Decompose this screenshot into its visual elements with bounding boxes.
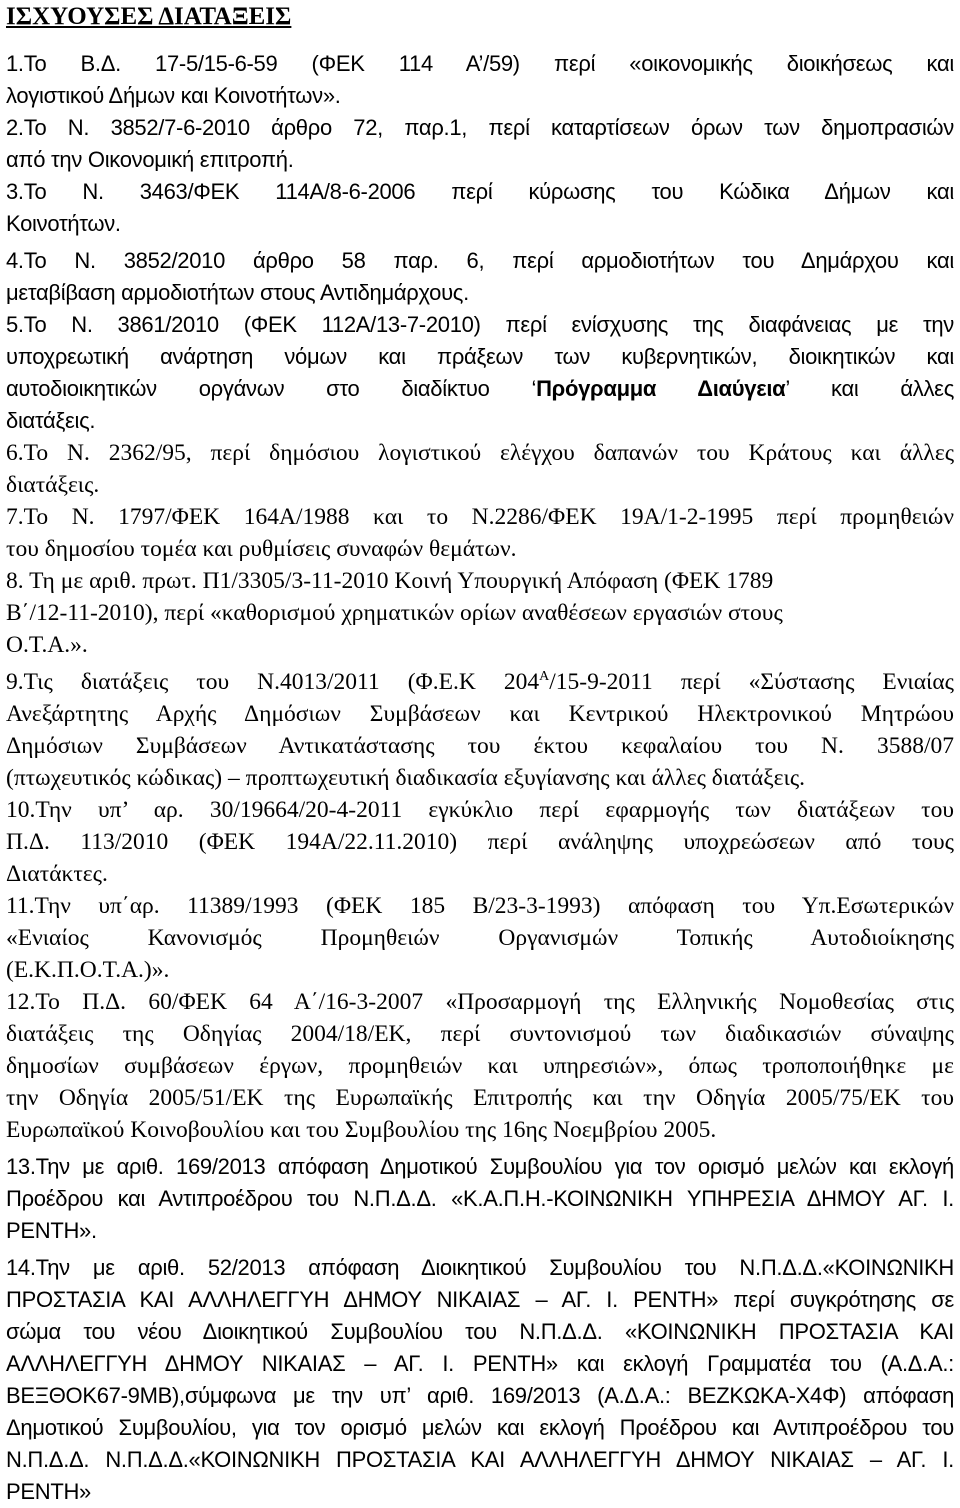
text-line: Ο.Τ.Α.». <box>6 632 88 658</box>
text-line: 2.Το Ν. 3852/7-6-2010 άρθρο 72, παρ.1, περί καταρτίσεων όρων των δημοπρασιών <box>6 115 954 140</box>
text-line: 3.Το Ν. 3463/ΦΕΚ 114Α/8-6-2006 περί κύρωσης του Κώδικα Δήμων και <box>6 179 954 204</box>
text-line: Δημόσιων Συμβάσεων Αντικατάστασης του έκτου κεφαλαίου του Ν. 3588/07 <box>6 733 954 759</box>
text-line <box>6 666 954 698</box>
text-line: ΑΛΛΗΛΕΓΓΥΗ ΔΗΜΟΥ ΝΙΚΑΙΑΣ – ΑΓ. Ι. ΡΕΝΤΗ» και εκλογή Γραμματέα του (Α.Δ.Α.: <box>6 1351 954 1376</box>
text-line: 8. Τη με αριθ. πρωτ. Π1/3305/3-11-2010 Κοινή Υπουργική Απόφαση (ΦΕΚ 1789 <box>6 568 774 594</box>
text-line: μεταβίβαση αρμοδιοτήτων στους Αντιδημάρχους. <box>6 280 469 305</box>
text-line: του δημοσίου τομέα και ρυθμίσεις συναφών θεμάτων. <box>6 536 517 562</box>
text-line: υποχρεωτική ανάρτηση νόμων και πράξεων των κυβερνητικών, διοικητικών και <box>6 344 954 369</box>
text-line: ΡΕΝΤΗ». <box>6 1218 97 1243</box>
text-line: 4.Το Ν. 3852/2010 άρθρο 58 παρ. 6, περί αρμοδιοτήτων του Δημάρχου και <box>6 248 954 273</box>
text-line: Ευρωπαϊκού Κοινοβουλίου και του Συμβουλίου της 16ης Νοεμβρίου 2005. <box>6 1117 717 1143</box>
text-line: «Ενιαίος Κανονισμός Προμηθειών Οργανισμών Τοπικής Αυτοδιοίκησης <box>6 925 954 951</box>
text-line: την Οδηγία 2005/51/ΕΚ της Ευρωπαϊκής Επιτροπής και την Οδηγία 2005/75/ΕΚ του <box>6 1085 954 1111</box>
text-segment: ’ και άλλες <box>785 376 954 401</box>
text-line: 13.Την με αριθ. 169/2013 απόφαση Δημοτικού Συμβουλίου για τον ορισμό μελών και εκλογή <box>6 1154 954 1179</box>
text-line: 7.Το Ν. 1797/ΦΕΚ 164Α/1988 και το Ν.2286/ΦΕΚ 19Α/1-2-1995 περί προμηθειών <box>6 504 954 530</box>
text-line: 1.Το Β.Δ. 17-5/15-6-59 (ΦΕΚ 114 Α’/59) περί «οικονομικής διοικήσεως και <box>6 51 954 76</box>
text-line <box>6 373 954 405</box>
text-segment: 9.Τις διατάξεις του Ν.4013/2011 (Φ.Ε.Κ 204 <box>6 669 540 695</box>
superscript-text: Α <box>539 669 550 684</box>
text-line: διατάξεις. <box>6 472 100 498</box>
text-line: Ανεξάρτητης Αρχής Δημόσιων Συμβάσεων και Κεντρικού Ηλεκτρονικού Μητρώου <box>6 701 954 727</box>
text-line: 12.Το Π.Δ. 60/ΦΕΚ 64 Α΄/16-3-2007 «Προσαρμογή της Ελληνικής Νομοθεσίας στις <box>6 989 954 1015</box>
text-segment: /15-9-2011 περί «Σύστασης Ενιαίας <box>549 669 954 695</box>
text-line: από την Οικονομική επιτροπή. <box>6 147 294 172</box>
text-line: Κοινοτήτων. <box>6 211 121 236</box>
text-line: (Ε.Κ.Π.Ο.Τ.Α.)». <box>6 957 170 983</box>
text-line: Β΄/12-11-2010), περί «καθορισμού χρηματικών ορίων αναθέσεων εργασιών στους <box>6 600 783 626</box>
text-line: ΡΕΝΤΗ» <box>6 1479 91 1504</box>
text-line: 6.Το Ν. 2362/95, περί δημόσιου λογιστικού ελέγχου δαπανών του Κράτους και άλλες <box>6 440 954 466</box>
text-segment: αυτοδιοικητικών οργάνων στο διαδίκτυο ‘ <box>6 376 537 401</box>
text-line: ΒΕΞΘΟΚ67-9ΜΒ),σύμφωνα με την υπ’ αριθ. 169/2013 (Α.Δ.Α.: ΒΕΖΚΩΚΑ-Χ4Φ) απόφαση <box>6 1383 954 1408</box>
document-title: ΙΣΧΥΟΥΣΕΣ ΔΙΑΤΑΞΕΙΣ <box>6 3 292 30</box>
text-line: διατάξεις της Οδηγίας 2004/18/ΕΚ, περί συντονισμού των διαδικασιών σύναψης <box>6 1021 954 1047</box>
text-line: Ν.Π.Δ.Δ. Ν.Π.Δ.Δ.«ΚΟΙΝΩΝΙΚΗ ΠΡΟΣΤΑΣΙΑ ΚΑΙ ΑΛΛΗΛΕΓΓΥΗ ΔΗΜΟΥ ΝΙΚΑΙΑΣ – ΑΓ. Ι. <box>6 1447 954 1472</box>
text-line: Π.Δ. 113/2010 (ΦΕΚ 194Α/22.11.2010) περί ανάληψης υποχρεώσεων από τους <box>6 829 954 855</box>
text-line: 11.Την υπ΄αρ. 11389/1993 (ΦΕΚ 185 Β/23-3-1993) απόφαση του Υπ.Εσωτερικών <box>6 893 954 919</box>
text-line: 10.Την υπ’ αρ. 30/19664/20-4-2011 εγκύκλιο περί εφαρμογής των διατάξεων του <box>6 797 954 823</box>
text-line: σώμα του νέου Διοικητικού Συμβουλίου του Ν.Π.Δ.Δ. «ΚΟΙΝΩΝΙΚΗ ΠΡΟΣΤΑΣΙΑ ΚΑΙ <box>6 1319 954 1344</box>
text-line: 5.Το Ν. 3861/2010 (ΦΕΚ 112Α/13-7-2010) περί ενίσχυσης της διαφάνειας με την <box>6 312 954 337</box>
bold-text: Πρόγραμμα Διαύγεια <box>536 376 786 401</box>
text-line: ΠΡΟΣΤΑΣΙΑ ΚΑΙ ΑΛΛΗΛΕΓΓΥΗ ΔΗΜΟΥ ΝΙΚΑΙΑΣ – ΑΓ. Ι. ΡΕΝΤΗ» περί συγκρότησης σε <box>6 1287 954 1312</box>
text-line: Δημοτικού Συμβουλίου, για τον ορισμό μελών και εκλογή Προέδρου και Αντιπροέδρου του <box>6 1415 954 1440</box>
text-line: Προέδρου και Αντιπροέδρου του Ν.Π.Δ.Δ. «Κ.Α.Π.Η.-ΚΟΙΝΩΝΙΚΗ ΥΠΗΡΕΣΙΑ ΔΗΜΟΥ ΑΓ. Ι. <box>6 1186 954 1211</box>
text-line: Διατάκτες. <box>6 861 108 887</box>
text-line: (πτωχευτικός κώδικας) – προπτωχευτική διαδικασία εξυγίανσης και άλλες διατάξεις. <box>6 765 806 791</box>
text-line: διατάξεις. <box>6 408 96 433</box>
text-line: δημοσίων συμβάσεων έργων, προμηθειών και υπηρεσιών», όπως τροποποιήθηκε με <box>6 1053 954 1079</box>
text-line: 14.Την με αριθ. 52/2013 απόφαση Διοικητικού Συμβουλίου του Ν.Π.Δ.Δ.«ΚΟΙΝΩΝΙΚΗ <box>6 1255 954 1280</box>
text-line: λογιστικού Δήμων και Κοινοτήτων». <box>6 83 341 108</box>
